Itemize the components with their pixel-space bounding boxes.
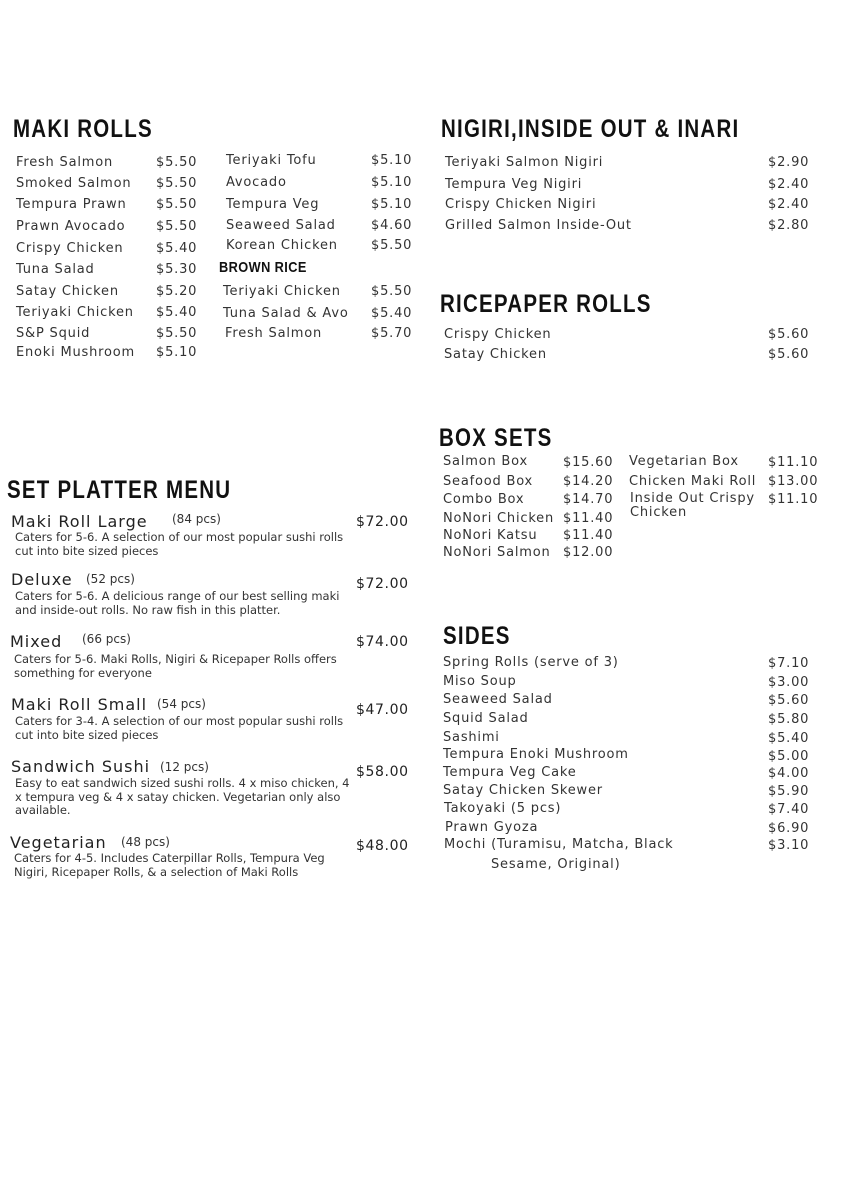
platter-description: Caters for 5-6. A selection of our most popular sushi rolls cut into bite sized pieces [15, 530, 344, 558]
menu-item-name: Avocado [226, 175, 287, 190]
menu-item-name: Crispy Chicken [444, 327, 552, 342]
menu-item-price: $14.70 [563, 492, 614, 507]
menu-item-price: $5.60 [768, 327, 810, 342]
menu-item-price: $2.40 [768, 177, 810, 192]
ricepaper-heading: RICEPAPER ROLLS [440, 290, 652, 318]
menu-item-price: $6.90 [768, 821, 810, 836]
menu-item-name: Mochi (Turamisu, Matcha, Black [444, 837, 674, 852]
menu-item-name: Spring Rolls (serve of 3) [443, 655, 619, 670]
platter-price: $48.00 [356, 838, 409, 854]
menu-item-price: $7.40 [768, 802, 810, 817]
platter-description: Caters for 5-6. A delicious range of our best selling maki and inside-out rolls. No raw fish in this platter. [15, 589, 340, 617]
menu-item-name: Tuna Salad [16, 262, 95, 277]
menu-item-name: Prawn Gyoza [445, 820, 539, 835]
menu-item-name: Tempura Enoki Mushroom [443, 747, 629, 762]
platter-name: Vegetarian [10, 833, 107, 852]
menu-item-name: Tempura Veg Cake [443, 765, 577, 780]
menu-item-name: Grilled Salmon Inside-Out [445, 218, 632, 233]
platter-name: Sandwich Sushi [11, 757, 151, 776]
menu-item-name: Salmon Box [443, 454, 528, 469]
menu-item-name: NoNori Katsu [443, 528, 538, 543]
menu-item-price: $14.20 [563, 474, 614, 489]
box-sets-heading: BOX SETS [439, 424, 553, 452]
maki-rolls-heading: MAKI ROLLS [13, 115, 153, 143]
menu-item-name: Teriyaki Tofu [226, 153, 317, 168]
platter-pieces: (48 pcs) [121, 835, 170, 849]
menu-item-price: $2.80 [768, 218, 810, 233]
menu-item-price: $5.10 [371, 175, 413, 190]
menu-item-price: $5.10 [371, 153, 413, 168]
menu-item-name: Teriyaki Salmon Nigiri [445, 155, 604, 170]
menu-item-name: Teriyaki Chicken [16, 305, 134, 320]
menu-item-price: $11.10 [768, 455, 819, 470]
menu-item-name: Tuna Salad & Avo [223, 306, 349, 321]
menu-item-price: $5.00 [768, 749, 810, 764]
menu-item-price: $5.40 [768, 731, 810, 746]
menu-item-name: Inside Out Crispy Chicken [630, 491, 755, 520]
menu-item-price: $11.10 [768, 492, 819, 507]
menu-item-price: $2.40 [768, 197, 810, 212]
menu-item-price: $5.40 [156, 241, 198, 256]
menu-item-price: $12.00 [563, 545, 614, 560]
menu-item-price: $4.00 [768, 766, 810, 781]
platter-price: $72.00 [356, 576, 409, 592]
menu-item-name: Satay Chicken [16, 284, 119, 299]
platter-name: Maki Roll Large [11, 512, 148, 531]
menu-item-name: NoNori Chicken [443, 511, 555, 526]
menu-item-name: Seaweed Salad [226, 218, 336, 233]
menu-item-price: $5.50 [371, 238, 413, 253]
platter-pieces: (54 pcs) [157, 697, 206, 711]
platter-name: Maki Roll Small [11, 695, 148, 714]
platter-pieces: (66 pcs) [82, 632, 131, 646]
menu-item-name: Fresh Salmon [225, 326, 323, 341]
menu-item-price: $5.20 [156, 284, 198, 299]
menu-item-name: Combo Box [443, 492, 525, 507]
menu-item-name: Smoked Salmon [16, 176, 132, 191]
menu-item-name: Satay Chicken [444, 347, 547, 362]
menu-item-name: Teriyaki Chicken [223, 284, 341, 299]
platter-pieces: (12 pcs) [160, 760, 209, 774]
menu-item-name: Vegetarian Box [629, 454, 739, 469]
menu-item-name: Tempura Veg [226, 197, 320, 212]
menu-item-price: $5.40 [156, 305, 198, 320]
platter-price: $74.00 [356, 634, 409, 650]
menu-item-price: $5.50 [156, 155, 198, 170]
menu-item-name: Prawn Avocado [16, 219, 126, 234]
menu-item-price: $2.90 [768, 155, 810, 170]
menu-item-price: $5.60 [768, 347, 810, 362]
menu-item-price: $5.50 [156, 176, 198, 191]
menu-item-price: $5.40 [371, 306, 413, 321]
menu-item-name: Fresh Salmon [16, 155, 114, 170]
platter-name: Mixed [10, 632, 63, 651]
menu-item-price: $5.10 [156, 345, 198, 360]
menu-item-price: $4.60 [371, 218, 413, 233]
menu-item-name: Crispy Chicken [16, 241, 124, 256]
menu-item-price: $5.50 [156, 326, 198, 341]
platter-description: Caters for 5-6. Maki Rolls, Nigiri & Ricepaper Rolls offers something for everyone [14, 652, 337, 680]
menu-item-name: Korean Chicken [226, 238, 338, 253]
menu-item-name: Takoyaki (5 pcs) [444, 801, 562, 816]
menu-item-price: $5.70 [371, 326, 413, 341]
platter-price: $58.00 [356, 764, 409, 780]
menu-item-name: Squid Salad [443, 711, 529, 726]
platter-name: Deluxe [11, 570, 73, 589]
menu-item-name: Enoki Mushroom [16, 345, 135, 360]
menu-item-price: $3.00 [768, 675, 810, 690]
menu-item-name-continued: Sesame, Original) [491, 857, 621, 872]
menu-item-name: Tempura Prawn [16, 197, 127, 212]
platter-description: Caters for 3-4. A selection of our most popular sushi rolls cut into bite sized pieces [15, 714, 344, 742]
menu-item-price: $7.10 [768, 656, 810, 671]
menu-item-price: $13.00 [768, 474, 819, 489]
menu-item-price: $3.10 [768, 838, 810, 853]
menu-item-price: $5.30 [156, 262, 198, 277]
platter-price: $47.00 [356, 702, 409, 718]
menu-item-price: $5.80 [768, 712, 810, 727]
menu-item-name: Satay Chicken Skewer [443, 783, 603, 798]
menu-item-name: Tempura Veg Nigiri [445, 177, 583, 192]
platter-pieces: (84 pcs) [172, 512, 221, 526]
menu-item-price: $5.50 [156, 197, 198, 212]
menu-item-price: $11.40 [563, 511, 614, 526]
nigiri-heading: NIGIRI,INSIDE OUT & INARI [441, 115, 740, 143]
menu-item-price: $5.90 [768, 784, 810, 799]
menu-item-name: S&P Squid [16, 326, 91, 341]
menu-item-name: NoNori Salmon [443, 545, 551, 560]
sides-heading: SIDES [443, 622, 511, 650]
set-platter-heading: SET PLATTER MENU [7, 476, 232, 504]
menu-item-price: $5.50 [371, 284, 413, 299]
menu-item-name: Sashimi [443, 730, 500, 745]
menu-item-price: $15.60 [563, 455, 614, 470]
menu-item-name: Miso Soup [443, 674, 517, 689]
menu-item-price: $5.50 [156, 219, 198, 234]
platter-price: $72.00 [356, 514, 409, 530]
platter-pieces: (52 pcs) [86, 572, 135, 586]
platter-description: Easy to eat sandwich sized sushi rolls. 4 x miso chicken, 4 x tempura veg & 4 x satay chicken. Vegetarian only also available. [15, 776, 350, 817]
menu-item-name: Crispy Chicken Nigiri [445, 197, 597, 212]
brown-rice-subheading: BROWN RICE [219, 259, 307, 276]
menu-item-price: $5.60 [768, 693, 810, 708]
menu-item-price: $5.10 [371, 197, 413, 212]
menu-item-name: Chicken Maki Roll [629, 474, 757, 489]
menu-item-price: $11.40 [563, 528, 614, 543]
menu-item-name: Seafood Box [443, 474, 534, 489]
platter-description: Caters for 4-5. Includes Caterpillar Rolls, Tempura Veg Nigiri, Ricepaper Rolls, & a selection of Maki Rolls [14, 851, 325, 879]
menu-item-name: Seaweed Salad [443, 692, 553, 707]
